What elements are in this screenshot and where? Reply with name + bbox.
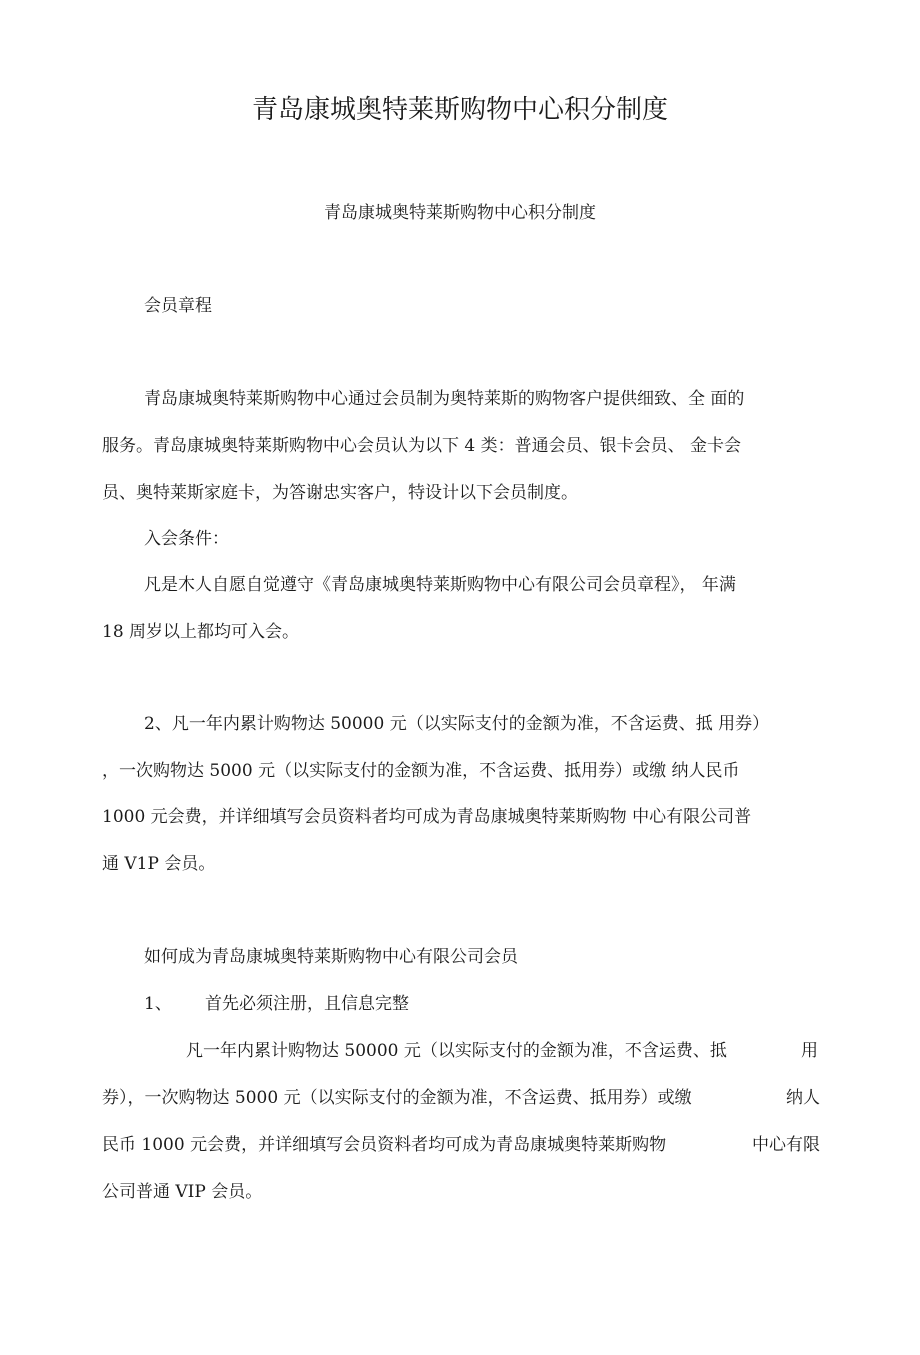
intro-paragraph-line-1: 青岛康城奥特莱斯购物中心通过会员制为奥特莱斯的购物客户提供细致、全 面的	[144, 389, 745, 409]
join-conditions-line-2: 18 周岁以上都均可入会。	[102, 622, 300, 642]
step-1-detail-line-4: 公司普通 VIP 会员。	[102, 1182, 263, 1202]
document-subtitle: 青岛康城奥特莱斯购物中心积分制度	[324, 203, 596, 223]
step-1-detail-line-1	[186, 1039, 818, 1063]
step-1-detail-line-2-b: 纳人	[786, 1088, 820, 1108]
intro-paragraph-line-3: 员、奥特莱斯家庭卡，为答谢忠实客户，特设计以下会员制度。	[102, 483, 578, 503]
item-2-line-3: 1000 元会费，并详细填写会员资料者均可成为青岛康城奥特莱斯购物 中心有限公司普	[102, 807, 752, 827]
step-1-detail-line-3	[102, 1133, 820, 1157]
item-2-line-4: 通 V1P 会员。	[102, 854, 216, 874]
section-heading-charter: 会员章程	[144, 296, 212, 316]
join-conditions-line-1: 凡是木人自愿自觉遵守《青岛康城奥特莱斯购物中心有限公司会员章程》， 年满	[144, 575, 736, 595]
join-conditions-heading: 入会条件：	[144, 529, 229, 549]
step-1-detail-line-1-b: 用	[801, 1041, 818, 1061]
step-1-detail-line-2-a: 券），一次购物达 5000 元（以实际支付的金额为准，不含运费、抵用券）或缴	[102, 1088, 692, 1108]
step-1-detail-line-2	[102, 1086, 820, 1110]
step-1-detail-line-3-a: 民币 1000 元会费，并详细填写会员资料者均可成为青岛康城奥特莱斯购物	[102, 1135, 667, 1155]
how-to-join-heading: 如何成为青岛康城奥特莱斯购物中心有限公司会员	[144, 947, 518, 967]
item-2-line-2: ，一次购物达 5000 元（以实际支付的金额为准，不含运费、抵用券）或缴 纳人民币	[102, 761, 740, 781]
intro-paragraph-line-2: 服务。青岛康城奥特莱斯购物中心会员认为以下 4 类：普通会员、银卡会员、 金卡会	[102, 436, 742, 456]
step-1-number: 1、	[144, 994, 172, 1014]
document-title: 青岛康城奥特莱斯购物中心积分制度	[251, 95, 668, 125]
item-2-line-1: 2、凡一年内累计购物达 50000 元（以实际支付的金额为准，不含运费、抵 用券）	[144, 714, 770, 734]
step-1-text: 首先必须注册，且信息完整	[205, 994, 409, 1014]
step-1-detail-line-1-a: 凡一年内累计购物达 50000 元（以实际支付的金额为准，不含运费、抵	[186, 1041, 727, 1061]
step-1-detail-line-3-b: 中心有限	[752, 1135, 820, 1155]
